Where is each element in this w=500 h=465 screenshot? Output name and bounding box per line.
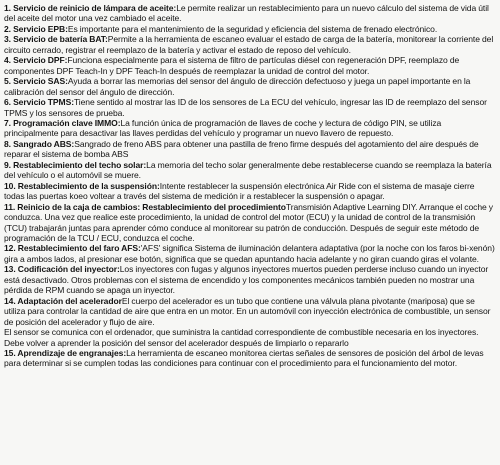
feature-heading: 7. Programación clave IMMO:	[4, 117, 121, 128]
feature-item-abs-bleeding	[4, 139, 495, 160]
feature-item-afs-reset	[4, 243, 495, 264]
feature-description: Ayuda a borrar las memorias del sensor del ángulo de dirección defectuoso y juega un papel importante en la calibración del sensor del ángulo de dirección.	[4, 76, 471, 97]
feature-description: La memoria del techo solar generalmente debe restablecerse cuando se reemplaza la batería del vehículo o el automóvil se muere.	[4, 159, 492, 181]
feature-item-suspension-reset	[4, 181, 495, 202]
feature-description: Sangrado de freno ABS para obtener una pastilla de freno firme después del agotamiento del aire después de reparar el sistema de bomba ABS	[4, 138, 479, 160]
feature-item-injector-coding	[4, 264, 495, 295]
feature-item-gear-learning	[4, 348, 495, 369]
feature-item-immo	[4, 118, 495, 139]
feature-description: Tiene sentido al mostrar las ID de los sensores de La ECU del vehículo, ingresar las ID de reemplazo del sensor TPMS y los sensores de prueba.	[4, 97, 487, 118]
feature-item-gearbox-reset	[4, 202, 495, 244]
feature-heading: 1. Servicio de reinicio de lámpara de aceite:	[4, 3, 177, 13]
feature-heading: 12. Restablecimiento del faro AFS:	[4, 243, 141, 254]
feature-description: Es importante para el mantenimiento de la seguridad y eficiencia del sistema de frenado electrónico.	[67, 23, 438, 34]
feature-item-sunroof-reset	[4, 160, 495, 181]
feature-description: Los inyectores con fugas y algunos inyectores muertos pueden perderse incluso cuando un inyector está desactivado. Otros problemas con el sistema de encendido y los componentes mecánicos también pueden no mostrar una pérdida de RPM cuando se apaga un inyector.	[4, 264, 489, 296]
feature-item-throttle-adaptation-continued	[4, 327, 495, 348]
feature-heading: 6. Servicio TPMS:	[4, 97, 74, 108]
feature-description: La función única de programación de llaves de coche y lectura de código PIN, se utiliza principalmente para desactivar las llaves perdidas del vehículo y programar un nuevo llavero de repuesto.	[4, 117, 442, 139]
feature-description: Funciona especialmente para el sistema de filtro de partículas diésel con regeneración DPF, reemplazo de componentes DPF Teach-In y DPF Teach-In después de reemplazar la unidad de control del motor.	[4, 55, 460, 76]
feature-heading: 9. Restablecimiento del techo solar:	[4, 159, 147, 170]
feature-heading: 8. Sangrado ABS:	[4, 138, 75, 149]
feature-description: 'AFS' significa Sistema de iluminación delantera adaptativa (por la noche con los faros bi-xenón) gira a ambos lados, al presionar ese botón, significa que se quedan apuntando hacia adelante y no giran cuando giras el volante.	[4, 243, 495, 264]
feature-description: Intente restablecer la suspensión electrónica Air Ride con el sistema de masaje cierre todas las puertas koeo voltear a través del sistema de medición ir a restablecer la suspensión o apagar.	[4, 180, 475, 202]
feature-heading: 14. Adaptación del acelerador	[4, 295, 122, 306]
feature-heading: 10. Restablecimiento de la suspensión:	[4, 180, 160, 191]
feature-item-dpf	[4, 55, 495, 76]
feature-description: El cuerpo del acelerador es un tubo que contiene una válvula plana pivotante (mariposa) que se utiliza para controlar la cantidad de aire que entra en un motor. En un automóvil con inyección electrónica de combustible, un sensor de posición del acelerador y flujo de aire.	[4, 295, 491, 327]
feature-heading: 2. Servicio EPB:	[4, 23, 68, 34]
feature-heading: 15. Aprendizaje de engranajes:	[4, 347, 127, 358]
feature-heading: 5. Servicio SAS:	[4, 76, 68, 87]
feature-heading: 11. Reinicio de la caja de cambios: Restablecimiento del procedimiento	[4, 201, 286, 212]
feature-item-throttle-adaptation	[4, 296, 495, 327]
feature-heading: 13. Codificación del inyector:	[4, 264, 120, 275]
feature-description: Transmisión Adaptive Learning DIY. Arranque el coche y conduzca. Una vez que realice este procedimiento, la unidad de control del motor (ECU) y la unidad de control de la transmisión (TCU) trabajarán juntas para aprender cómo conduce al monitorear su patrón de conducción. Después de seguir este método de programación de la TCU / ECU, conduzca el coche.	[4, 201, 494, 243]
feature-item-epb	[4, 24, 495, 34]
feature-item-tpms	[4, 97, 495, 118]
feature-heading: 3. Servicio de batería BAT:	[4, 34, 108, 45]
feature-item-battery	[4, 34, 495, 55]
feature-description: Permite a la herramienta de escaneo evaluar el estado de carga de la batería, monitorear la corriente del circuito cerrado, registrar el reemplazo de la batería y activar el estado de reposo del vehículo.	[4, 34, 494, 55]
feature-description: Le permite realizar un restablecimiento para un nuevo cálculo del sistema de vida útil del aceite del motor una vez cambiado el aceite.	[4, 3, 489, 24]
feature-item-oil-lamp-reset	[4, 3, 495, 24]
feature-heading: 4. Servicio DPF:	[4, 55, 68, 66]
feature-item-sas	[4, 76, 495, 97]
feature-description: La herramienta de escaneo monitorea ciertas señales de sensores de posición del árbol de levas para determinar si se cumplen todas las condiciones para continuar con el procedimiento para el funcionamiento del motor.	[4, 347, 484, 369]
feature-description: El sensor se comunica con el ordenador, que suministra la cantidad correspondiente de combustible necesaria en los inyectores. Debe volver a aprender la posición del sensor del acelerador después de limpiarlo o repararlo	[4, 327, 479, 348]
